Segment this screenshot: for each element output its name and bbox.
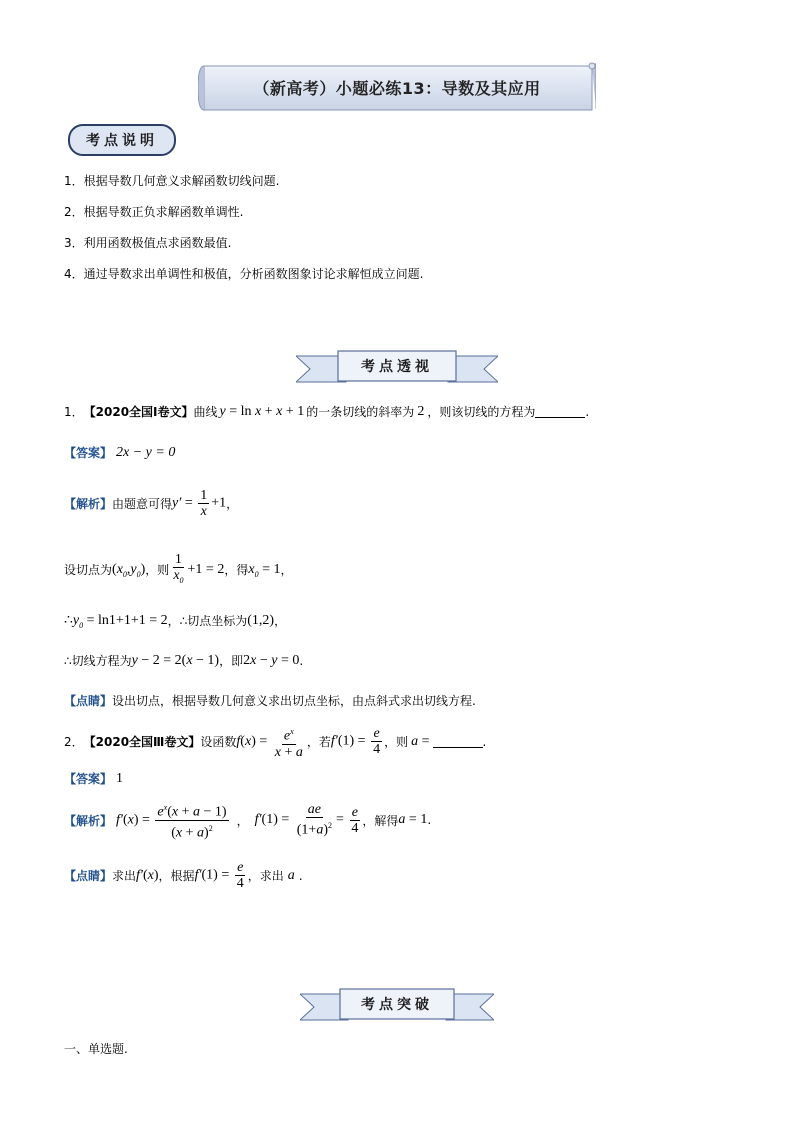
q2-derivative-formula: f′(x) = $\frac{e^x(x + a - 1)}{(x + a)^2}$: [116, 800, 231, 840]
q2-comment-text-a: 求出: [112, 869, 137, 883]
q2-stem-end: .: [482, 734, 487, 749]
q2-stem: [64, 724, 486, 760]
q2-source: 【2020全国Ⅲ卷文】: [83, 735, 201, 750]
q2-comment-fprime: f′(x): [136, 867, 159, 883]
q1-final-eq: 2x − y = 0: [243, 652, 300, 668]
q2-condition: f′(1) = $\frac{e}{4}$: [330, 726, 381, 758]
q1-stem-end: .: [585, 404, 590, 419]
section-ribbon-insight: [296, 348, 498, 388]
q2-answer: [64, 770, 123, 787]
section-insight-label: 考点透视: [361, 359, 433, 375]
q1-slope: 2: [417, 403, 425, 419]
q1-tangent-point: $(x_0,y_0)$: [112, 561, 146, 579]
q1-slope-equation: $\frac{1}{x_0}$ +1 = 2: [173, 552, 225, 585]
q1-stem: [64, 403, 589, 420]
q2-answer-value: 1: [116, 770, 124, 786]
answer-tag: 【答案】: [64, 772, 113, 786]
q1-stem-text-a: 曲线: [193, 405, 218, 419]
q1-answer: [64, 444, 175, 461]
q2-analysis-text: ，解得: [362, 813, 399, 828]
q1-line2-text-c: ，得: [224, 563, 249, 578]
q2-comment-condition: f′(1) = $\frac{e}{4}$: [194, 860, 244, 891]
page-title: （新高考）小题必练13：导数及其应用: [253, 78, 541, 98]
q1-comment: [64, 692, 476, 709]
q1-number: 1．: [64, 405, 84, 419]
q1-therefore: ∴切线方程为: [64, 654, 132, 668]
q2-number: 2．: [64, 735, 84, 750]
q1-analysis-line2: [64, 552, 292, 588]
q1-comma2: ，: [280, 563, 293, 578]
section-ribbon-break: [300, 986, 494, 1026]
q1-comment-text: 设出切点，根据导数几何意义求出切点坐标，由点斜式求出切线方程.: [112, 694, 476, 708]
explain-item-4: 4．通过导数求出单调性和极值，分析函数图象讨论求解恒成立问题.: [64, 267, 424, 281]
analysis-tag: 【解析】: [64, 813, 113, 828]
explain-item-3: 3．利用函数极值点求函数最值.: [64, 236, 232, 250]
title-banner: [198, 60, 596, 114]
analysis-tag: 【解析】: [64, 497, 113, 511]
comment-tag: 【点睛】: [64, 694, 113, 708]
q2-period: .: [427, 813, 432, 828]
q2-comment: [64, 860, 303, 891]
q1-comma: ，: [226, 497, 239, 511]
q1-analysis-line1: [64, 488, 238, 519]
q2-stem-text-b: ，若: [306, 735, 331, 750]
q2-comma: ，: [236, 813, 249, 828]
q2-derivative-at-1: f′(1) = $\frac{ae}{(1+a)^2}$ = $\frac{e}{4}$: [254, 802, 359, 838]
q1-analysis-line4: [64, 652, 303, 669]
q2-variable-a: a =: [411, 733, 430, 749]
q1-x0-value: $x_0 = 1$: [248, 561, 281, 579]
section-explain-label: 考点说明: [86, 133, 158, 149]
comment-tag: 【点睛】: [64, 869, 113, 883]
q1-analysis-text: 由题意可得: [112, 497, 173, 511]
q2-stem-text-a: 设函数: [200, 735, 237, 750]
part-one-heading: 一、单选题.: [64, 1042, 128, 1056]
q2-stem-text-c: ，则: [384, 735, 409, 750]
section-break-label: 考点突破: [361, 997, 433, 1013]
q1-answer-value: 2x − y = 0: [116, 444, 176, 460]
q2-comment-a: a: [287, 867, 295, 883]
section-badge-explain: [67, 122, 177, 158]
q1-point-coords: (1,2): [247, 612, 275, 628]
q1-line2-text-a: 设切点为: [64, 563, 113, 578]
q2-answer-blank: [433, 735, 483, 748]
q1-line2-text-b: ，则: [145, 563, 170, 578]
q1-source: 【2020全国Ⅰ卷文】: [83, 405, 194, 419]
q1-line3-text: ，∴切点坐标为: [167, 614, 248, 629]
q1-line4-text: ，即: [219, 654, 244, 668]
explain-item-1: 1．根据导数几何意义求解函数切线问题.: [64, 174, 280, 188]
q1-stem-text-b: 的一条切线的斜率为: [306, 405, 415, 419]
q2-result: a = 1: [398, 812, 428, 828]
q1-period: .: [299, 653, 304, 668]
q1-point-slope-eq: y − 2 = 2(x − 1): [131, 652, 220, 668]
explain-item-2: 2．根据导数正负求解函数单调性.: [64, 205, 244, 219]
q2-comment-text-b: ，根据: [158, 869, 195, 883]
q1-y0-calc: $\therefore y_0 = \ln 1+1+1 = 2$: [64, 613, 168, 630]
q1-answer-blank: [535, 405, 585, 418]
q2-analysis: [64, 800, 431, 840]
q1-stem-text-c: ，则该切线的方程为: [427, 405, 536, 419]
q1-analysis-line3: [64, 612, 286, 630]
answer-tag: 【答案】: [64, 446, 113, 460]
q2-comment-end: .: [298, 868, 303, 883]
q2-function-formula: f(x) = $\frac{e^x}{x + a}$: [236, 724, 306, 760]
q2-comment-text-c: ，求出: [247, 869, 284, 883]
q1-derivative-formula: y′ = $\frac{1}{x}$ +1: [172, 488, 227, 519]
q1-curve-formula: y = ln x + x + 1: [219, 403, 305, 419]
q1-comma3: ，: [274, 614, 287, 629]
